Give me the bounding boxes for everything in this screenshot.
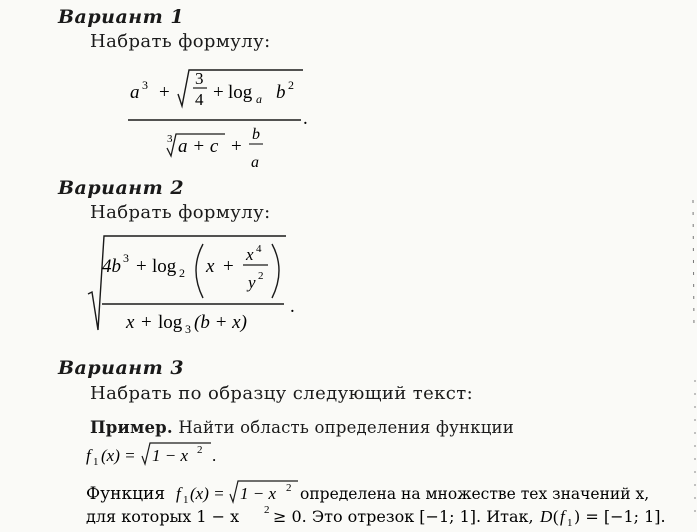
para2-post: ) = [−1; 1]. [574,507,666,526]
variant-1-task: Набрать формулу: [90,31,271,52]
scan-edge-marks [687,0,697,532]
para2-f: f [560,507,565,526]
f2-den-x: x [126,312,135,333]
f1-radicand: a + c [178,136,219,157]
f2-y: y [248,273,256,292]
f-line-formula [86,440,236,470]
f-line-exp: 2 [197,444,203,456]
f2-x: x [206,256,215,277]
f2-log: log [152,256,177,277]
f2-coef: 4b [102,256,121,277]
f2-end: . [290,296,295,317]
f1-frac-num: 3 [195,69,204,88]
example-text: Найти область определения функции [172,418,514,437]
variant-2-task: Набрать формулу: [90,202,271,223]
f1-log-base: a [256,92,262,106]
variant-2-heading: Вариант 2 [58,177,185,199]
f2-base3: 3 [185,322,191,336]
paragraph-line-2 [86,502,691,532]
para2-open-paren: ( [553,507,559,526]
f-line-arg: (x) = [101,446,136,465]
variant-3-heading: Вариант 3 [58,357,185,379]
para2-sub: 1 [567,517,573,529]
f1-small-num: b [252,126,260,143]
f2-exp4: 4 [256,243,262,255]
f1-frac-den: 4 [195,90,204,109]
f-line-f: f [86,446,91,465]
f-line-rad: 1 − x [152,446,189,465]
f2-log3: log [158,312,183,333]
f1-log: log [228,82,253,103]
para1-rad: 1 − x [240,484,277,503]
para1-exp: 2 [286,482,292,494]
para1-f: f [176,484,181,503]
f-line-sub: 1 [93,456,99,468]
variant-3-task: Набрать по образцу следующий текст: [90,383,474,404]
example-label: Пример. [90,418,173,437]
para1-pre: Функция [86,484,166,504]
f2-exp3: 3 [123,251,129,265]
f1-a: a [130,82,140,103]
f2-plus3: + [141,312,152,333]
f2-exp2: 2 [258,270,264,282]
para2-pre: для которых 1 − x [86,507,240,526]
para1-sub: 1 [183,494,189,506]
para2-D: D [540,507,553,526]
variant-2-formula [88,232,318,337]
f2-arg: (b + x) [194,312,247,333]
para1-post: определена на множестве тех значений x, [300,485,650,503]
f1-root-index: 3 [167,133,173,145]
f1-exp3: 3 [142,78,148,92]
f-line-end: . [212,446,217,465]
f1-plus: + [159,82,170,103]
para2-mid: ≥ 0. Это отрезок [−1; 1]. Итак, [273,507,534,526]
f1-plus2: + [231,136,242,157]
f1-small-den: a [251,154,259,171]
f1-end: . [303,108,308,129]
f2-left-paren [196,244,203,298]
f2-plus: + [136,256,147,277]
para2-exp: 2 [264,504,270,516]
variant-1-formula [125,62,325,180]
f1-b: b [276,82,286,103]
f2-right-paren [272,244,279,298]
f2-base2: 2 [179,266,185,280]
example-line [90,418,514,437]
para1-arg: (x) = [190,484,225,503]
variant-1-heading: Вариант 1 [58,6,185,28]
f1-exp2: 2 [288,78,294,92]
f2-plus2: + [223,256,234,277]
f1-plus-log: + [213,82,224,103]
f2-x4: x [246,245,254,264]
